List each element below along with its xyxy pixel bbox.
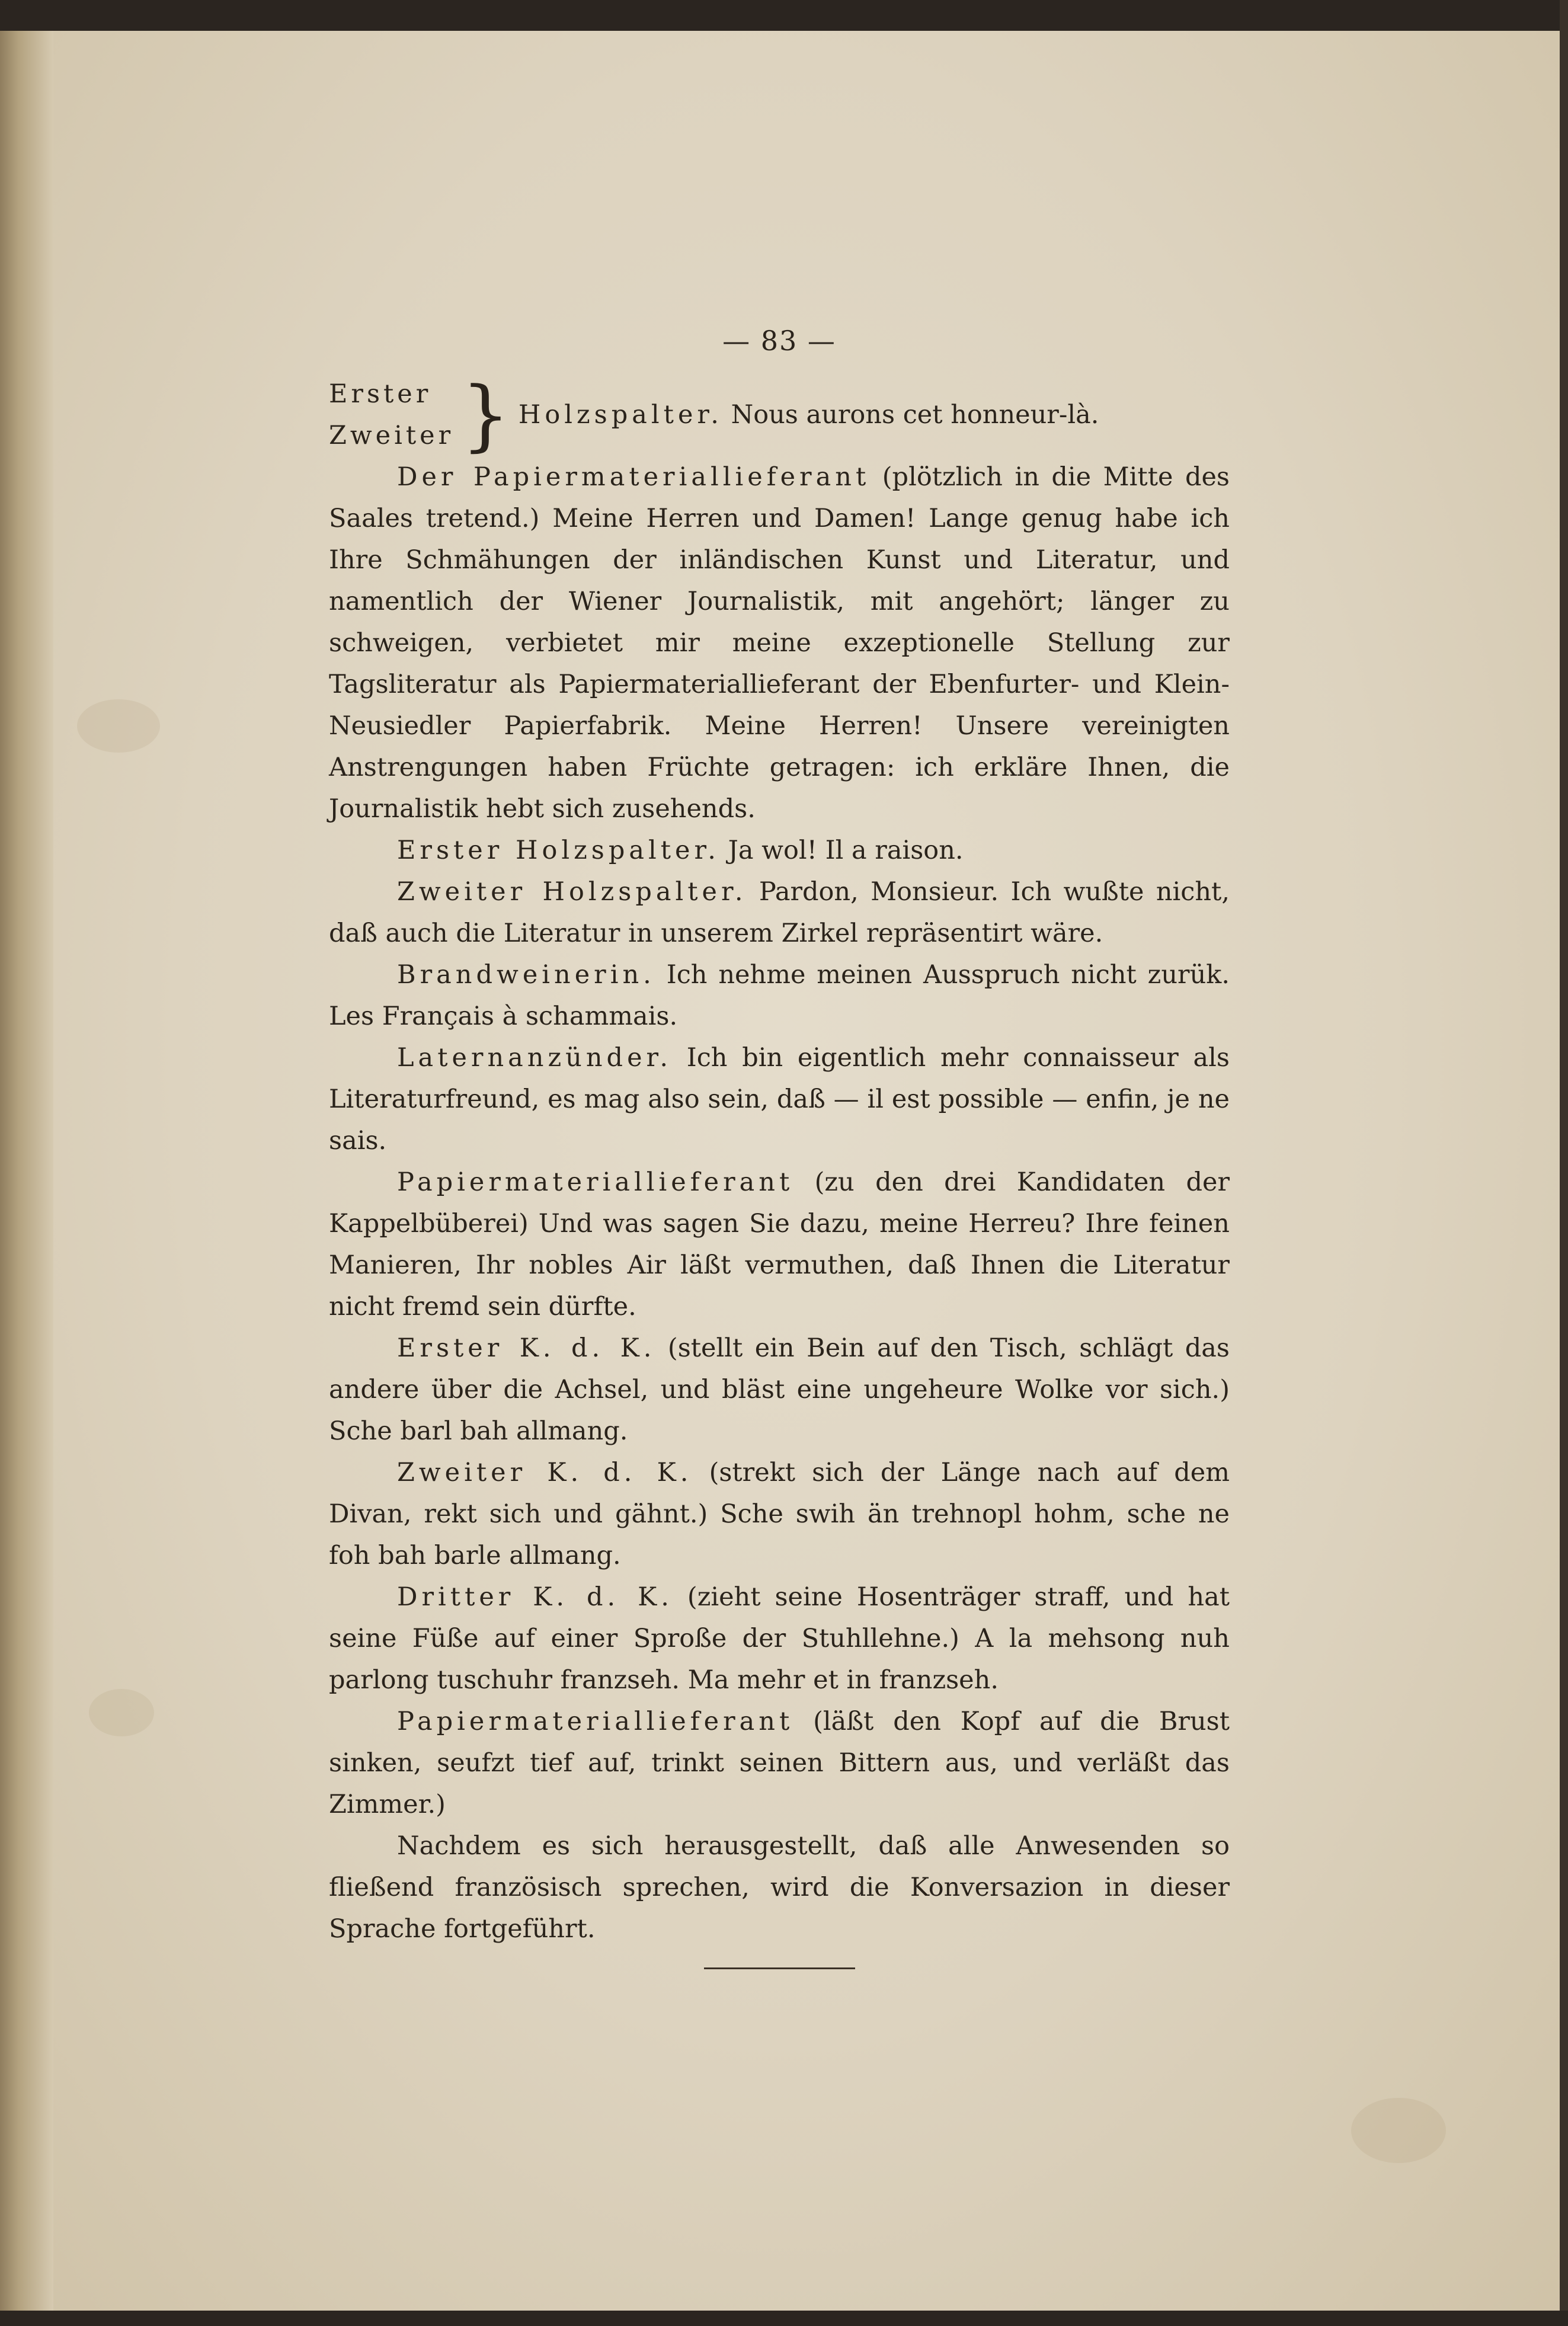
speaker-name: Laternanzünder. xyxy=(397,1043,673,1073)
paragraph-text: (stellt ein Bein auf den Tisch, schlägt das andere über die Achsel, und bläst eine ungeheure Wolke vor sich.) Sche barl bah allmang. xyxy=(329,1333,1230,1446)
speaker-group xyxy=(329,370,1230,460)
page-top-edge xyxy=(0,0,1568,31)
page-text-block xyxy=(329,308,1230,1969)
brace-symbol: } xyxy=(461,370,510,460)
speaker-name: Brandweinerin. xyxy=(397,960,655,990)
paper-stain xyxy=(89,1689,154,1736)
end-rule xyxy=(704,1967,855,1969)
paragraph-text: Nachdem es sich herausgestellt, daß alle Anwesenden so fließend französisch sprechen, wird die Konversazion in dieser Sprache fortgeführt. xyxy=(329,1831,1230,1944)
page-bottom-edge xyxy=(0,2311,1568,2326)
page-binding-edge xyxy=(0,0,53,2326)
paragraph xyxy=(329,1037,1230,1162)
speaker-name: Zweiter Holzspalter. xyxy=(397,877,747,907)
speaker-second: Zweiter xyxy=(329,421,455,450)
speaker-name: Papiermateriallieferant xyxy=(397,1707,794,1736)
speaker-name: Zweiter K. d. K. xyxy=(397,1458,693,1487)
paragraph-text: (zieht seine Hosenträger straff, und hat seine Füße auf einer Sproße der Stuhllehne.) A la mehsong nuh parlong tuschuhr franzseh. Ma mehr et in franzseh. xyxy=(329,1582,1230,1695)
speaker-role: Holzspalter. xyxy=(518,400,723,430)
speaker-line xyxy=(519,394,1099,436)
paragraph-text: Ich nehme meinen Ausspruch nicht zurük. Les Français à schammais. xyxy=(329,960,1230,1031)
paragraph xyxy=(329,1576,1230,1701)
paragraph xyxy=(329,1327,1230,1452)
paragraph-text: Ja wol! Il a raison. xyxy=(728,836,964,865)
speaker-name: Papiermateriallieferant xyxy=(397,1167,794,1197)
speaker-name: Erster Holzspalter. xyxy=(397,836,720,865)
paragraph xyxy=(329,1701,1230,1825)
paragraph xyxy=(329,456,1230,830)
paragraph xyxy=(329,1452,1230,1576)
speaker-name: Der Papiermateriallieferant xyxy=(397,462,871,492)
speaker-first: Erster xyxy=(329,379,432,409)
paragraph-text: (zu den drei Kandidaten der Kappelbüberei) Und was sagen Sie dazu, meine Herreu? Ihre feinen Manieren, Ihr nobles Air läßt vermuthen, daß Ihnen die Literatur nicht fremd sein dürfte. xyxy=(329,1167,1230,1322)
paragraph xyxy=(329,1162,1230,1327)
page-right-edge xyxy=(1560,0,1568,2326)
paragraph xyxy=(329,1825,1230,1950)
paragraph xyxy=(329,954,1230,1037)
speaker-name: Erster K. d. K. xyxy=(397,1333,656,1363)
paragraph-text: (strekt sich der Länge nach auf dem Divan, rekt sich und gähnt.) Sche swih än trehnopl hohm, sche ne foh bah barle allmang. xyxy=(329,1458,1230,1570)
paragraph-text: (plötzlich in die Mitte des Saales tretend.) Meine Herren und Damen! Lange genug habe ich Ihre Schmähungen der inländischen Kunst und Literatur, und namentlich der Wiener Journalistik, mit angehört; länger zu schweigen, verbietet mir meine exzeptionelle Stellung zur Tagsliteratur als Papiermateriallieferant der Ebenfurter- und Klein-Neusiedler Papierfabrik. Meine Herren! Unsere vereinigten Anstrengungen haben Früchte getragen: ich erkläre Ihnen, die Journalistik hebt sich zusehends. xyxy=(329,462,1230,824)
paper-stain xyxy=(1351,2098,1446,2163)
paragraph xyxy=(329,871,1230,954)
paragraph-text: (läßt den Kopf auf die Brust sinken, seufzt tief auf, trinkt seinen Bittern aus, und verläßt das Zimmer.) xyxy=(329,1707,1230,1819)
paragraph-text: Pardon, Monsieur. Ich wußte nicht, daß auch die Literatur in unserem Zirkel repräsentirt wäre. xyxy=(329,877,1230,948)
paper-stain xyxy=(77,699,160,753)
paragraph-text: Ich bin eigentlich mehr connaisseur als Literaturfreund, es mag also sein, daß — il est possible — enfin, je ne sais. xyxy=(329,1043,1230,1156)
paragraph xyxy=(329,830,1230,871)
speaker-dialogue: Nous aurons cet honneur-là. xyxy=(731,400,1099,430)
speaker-names xyxy=(329,373,454,456)
speaker-name: Dritter K. d. K. xyxy=(397,1582,673,1612)
page-number: — 83 — xyxy=(722,325,836,357)
